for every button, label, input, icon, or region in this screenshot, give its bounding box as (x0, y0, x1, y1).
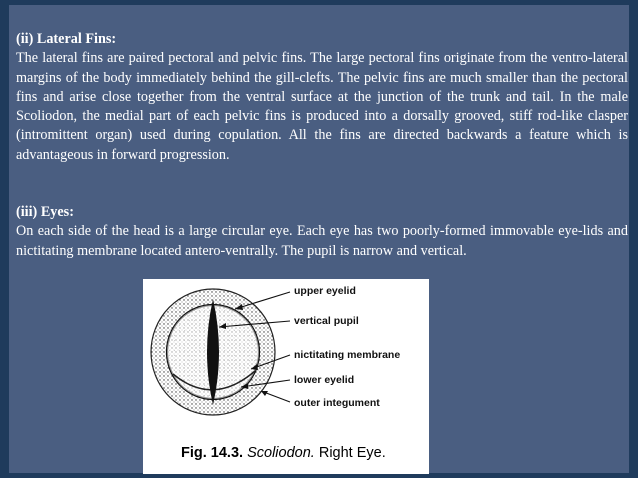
lateral-fins-section (16, 30, 628, 165)
lateral-fins-heading: (ii) Lateral Fins: (16, 31, 117, 47)
eyes-section (16, 203, 628, 261)
lateral-fins-paragraph: The lateral fins are paired pectoral and pelvic fins. The large pectoral fins originate from the ventro-lateral margins of the body immediately behind the gill-clefts. The pelvic fins are much smaller than the pectoral fins and arise close together from the ventral surface at the junction of the trunk and tail. In the male Scoliodon, the medial part of each pelvic fins is produced into a dorsally grooved, stiff rod-like clasper (intromittent organ) used during copulation. All the fins are directed backwards a feature which is advantageous in forward progression. (16, 50, 628, 163)
eye-figure (143, 279, 429, 474)
label-lower-eyelid: lower eyelid (294, 374, 355, 386)
label-vertical-pupil: vertical pupil (294, 315, 359, 327)
label-upper-eyelid: upper eyelid (294, 285, 356, 297)
eyes-paragraph: On each side of the head is a large circular eye. Each eye has two poorly-formed immovable eye-lids and nictitating membrane located antero-ventrally. The pupil is narrow and vertical. (16, 223, 628, 259)
caption-number: Fig. 14.3. (181, 445, 244, 461)
caption-genus: Scoliodon. (247, 445, 315, 461)
label-outer-integument: outer integument (294, 397, 380, 409)
eyes-heading: (iii) Eyes: (16, 204, 74, 220)
caption-rest: Right Eye. (318, 445, 386, 461)
label-nictitating-membrane: nictitating membrane (294, 349, 401, 361)
figure-caption (181, 445, 386, 461)
